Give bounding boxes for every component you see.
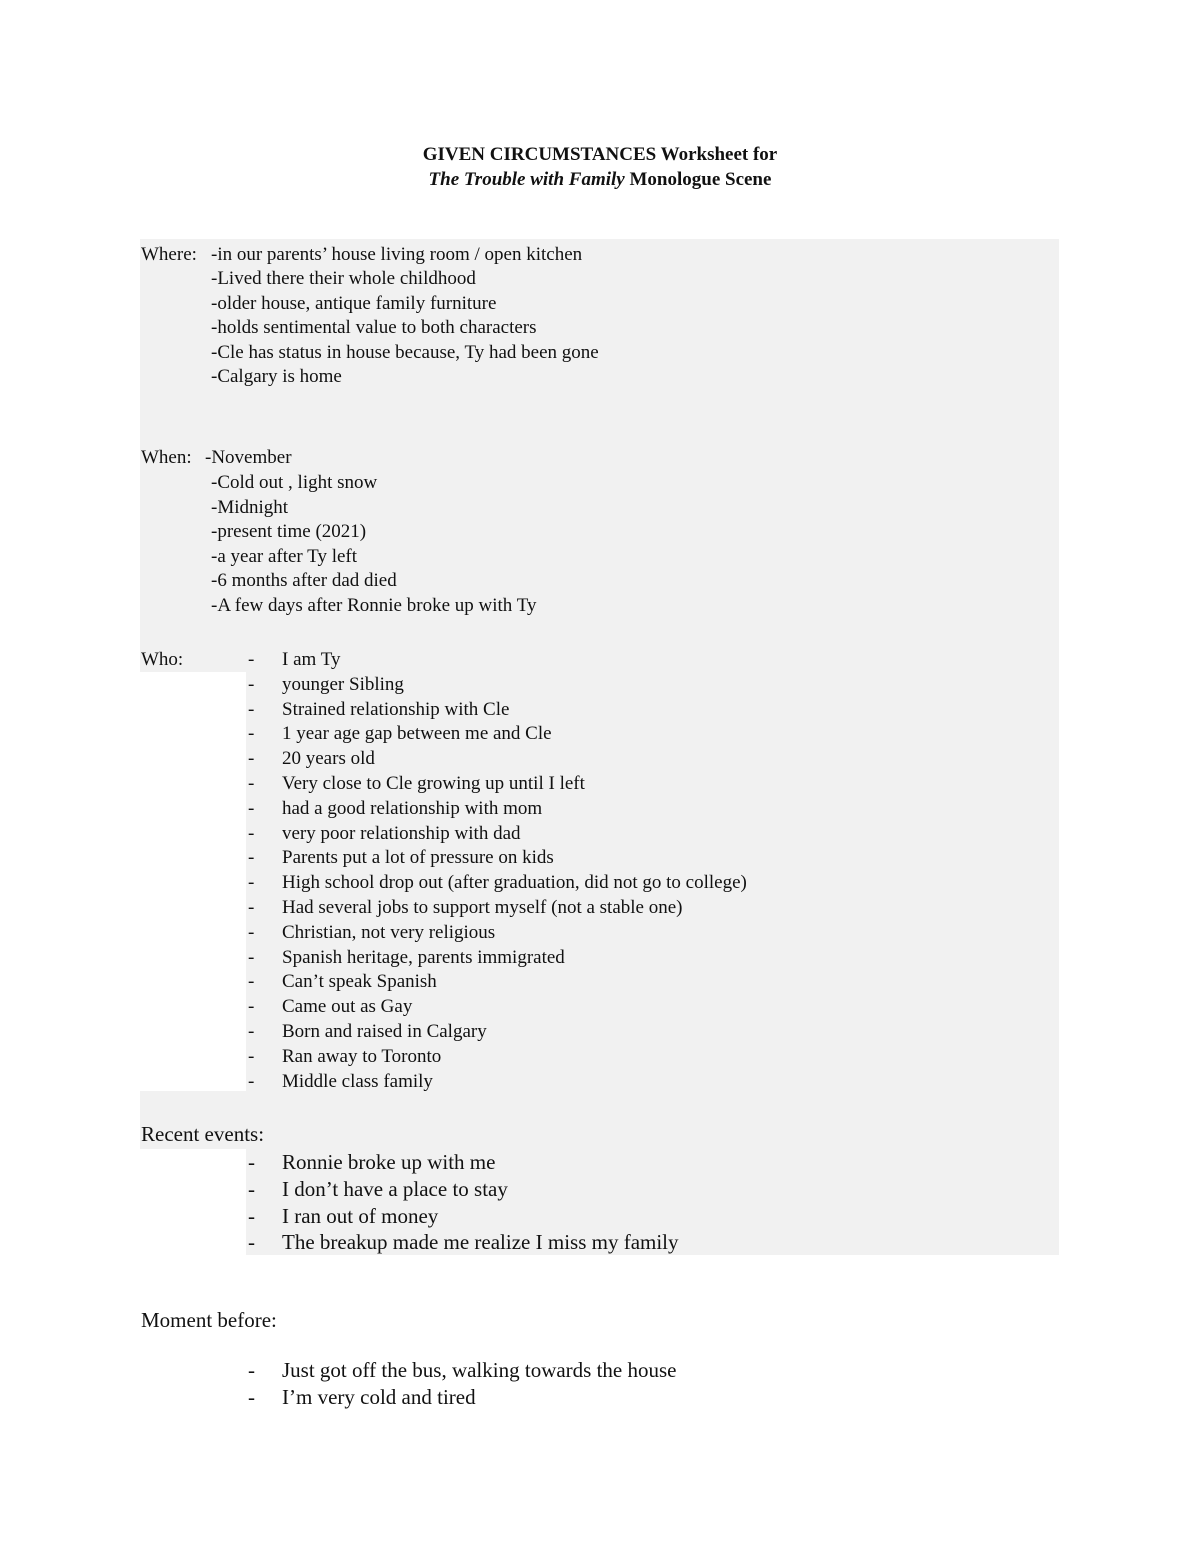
when-item: -6 months after dad died xyxy=(211,570,397,592)
who-item: Ran away to Toronto xyxy=(282,1045,442,1067)
worksheet-subtitle xyxy=(0,167,1200,193)
bullet-dash: - xyxy=(248,1203,255,1228)
when-item: -Midnight xyxy=(211,496,289,518)
recent_events-item: I ran out of money xyxy=(282,1203,439,1228)
who-item: younger Sibling xyxy=(282,673,404,695)
bullet-dash: - xyxy=(248,723,255,745)
bullet-dash: - xyxy=(248,872,255,894)
bullet-dash: - xyxy=(248,1385,255,1409)
who-label: Who: xyxy=(141,649,184,670)
bullet-dash: - xyxy=(248,822,255,844)
who-item: High school drop out (after graduation, did not go to college) xyxy=(282,872,747,894)
recent_events-item: Ronnie broke up with me xyxy=(282,1150,496,1174)
bullet-dash: - xyxy=(248,1070,255,1092)
when-item: -Cold out , light snow xyxy=(211,472,378,493)
bullet-dash: - xyxy=(248,847,255,869)
moment_before-item: Just got off the bus, walking towards the house xyxy=(282,1358,677,1382)
who-item: Spanish heritage, parents immigrated xyxy=(282,946,565,968)
who-item: I am Ty xyxy=(282,649,341,670)
who-item: Strained relationship with Cle xyxy=(282,698,510,720)
who-item: 20 years old xyxy=(282,748,375,770)
who-item: Very close to Cle growing up until I left xyxy=(282,773,585,794)
bullet-dash: - xyxy=(248,773,255,794)
who-item: Parents put a lot of pressure on kids xyxy=(282,847,554,869)
bullet-dash: - xyxy=(248,921,255,943)
recent-events-shade xyxy=(140,1119,1059,1149)
bullet-dash: - xyxy=(248,946,255,968)
bullet-dash: - xyxy=(248,1230,255,1255)
recent_events-item: The breakup made me realize I miss my family xyxy=(282,1230,679,1255)
bullet-dash: - xyxy=(248,1176,255,1201)
bullet-dash: - xyxy=(248,1358,255,1382)
bullet-dash: - xyxy=(248,649,255,670)
play-title: The Trouble with Family xyxy=(428,169,625,190)
bullet-dash: - xyxy=(248,797,255,819)
bullet-dash: - xyxy=(248,1045,255,1067)
worksheet-title: GIVEN CIRCUMSTANCES Worksheet for xyxy=(422,144,778,165)
when-first-item: -November xyxy=(205,447,292,468)
where-label: Where: xyxy=(141,244,197,265)
who-label-shade xyxy=(140,1091,1059,1119)
who-item: Can’t speak Spanish xyxy=(282,971,437,993)
moment-before-label: Moment before: xyxy=(141,1308,277,1332)
bullet-dash: - xyxy=(248,996,255,1018)
where-item: -Lived there their whole childhood xyxy=(211,268,476,289)
bullet-dash: - xyxy=(248,748,255,770)
subtitle-rest: Monologue Scene xyxy=(624,169,772,190)
where-first-item: -in our parents’ house living room / open kitchen xyxy=(211,244,583,265)
bullet-dash: - xyxy=(248,897,255,918)
when-item: -present time (2021) xyxy=(211,521,367,543)
who-item: Born and raised in Calgary xyxy=(282,1021,487,1042)
bullet-dash: - xyxy=(248,1150,255,1174)
when-item: -a year after Ty left xyxy=(211,545,358,567)
who-item: Had several jobs to support myself (not a stable one) xyxy=(282,897,683,918)
who-item: Christian, not very religious xyxy=(282,921,496,943)
moment_before-item: I’m very cold and tired xyxy=(282,1385,476,1409)
recent_events-item: I don’t have a place to stay xyxy=(282,1176,508,1201)
where-item: -Calgary is home xyxy=(211,366,342,388)
who-item: Came out as Gay xyxy=(282,996,413,1018)
where-item: -holds sentimental value to both characters xyxy=(211,317,537,339)
who-item: had a good relationship with mom xyxy=(282,797,543,819)
bullet-dash: - xyxy=(248,971,255,993)
who-item: Middle class family xyxy=(282,1070,433,1092)
recent-events-label: Recent events: xyxy=(141,1122,265,1146)
bullet-dash: - xyxy=(248,698,255,720)
where-item: -older house, antique family furniture xyxy=(211,292,497,314)
bullet-dash: - xyxy=(248,1021,255,1042)
where-item: -Cle has status in house because, Ty had been gone xyxy=(211,341,599,363)
who-item: very poor relationship with dad xyxy=(282,822,521,844)
bullet-dash: - xyxy=(248,673,255,695)
who-item: 1 year age gap between me and Cle xyxy=(282,723,552,745)
when-item: -A few days after Ronnie broke up with Ty xyxy=(211,595,537,616)
when-label: When: xyxy=(141,447,192,468)
